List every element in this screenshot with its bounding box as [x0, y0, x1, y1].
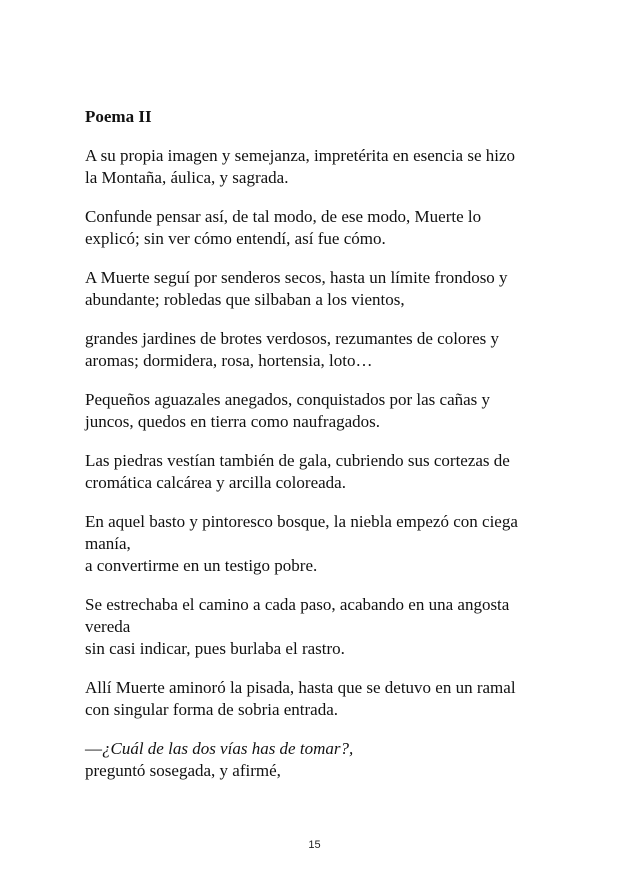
poem-title: Poema II — [85, 107, 152, 126]
stanza — [85, 145, 545, 189]
poem-body — [85, 106, 545, 799]
verse-line: preguntó sosegada, y afirmé, — [85, 761, 281, 780]
stanza — [85, 328, 545, 372]
verse-line: Pequeños aguazales anegados, conquistados por las cañas y — [85, 390, 491, 409]
stanza — [85, 511, 545, 577]
verse-line: sin casi indicar, pues burlaba el rastro. — [85, 639, 345, 658]
verse-line: con singular forma de sobria entrada. — [85, 700, 339, 719]
verse-line: juncos, quedos en tierra como naufragados. — [85, 412, 381, 431]
verse-line: aromas; dormidera, rosa, hortensia, loto… — [85, 351, 373, 370]
em-dash: — — [85, 739, 102, 758]
stanza — [85, 677, 545, 721]
dialogue-line — [85, 738, 545, 760]
verse-line: vereda — [85, 617, 131, 636]
verse-line: En aquel basto y pintoresco bosque, la niebla empezó con ciega — [85, 512, 518, 531]
stanza — [85, 738, 545, 782]
verse-line: Allí Muerte aminoró la pisada, hasta que se detuvo en un ramal — [85, 678, 516, 697]
stanza — [85, 389, 545, 433]
verse-line: Se estrechaba el camino a cada paso, acabando en una angosta — [85, 595, 510, 614]
verse-line: a convertirme en un testigo pobre. — [85, 556, 318, 575]
verse-line: grandes jardines de brotes verdosos, rezumantes de colores y — [85, 329, 500, 348]
verse-line: cromática calcárea y arcilla coloreada. — [85, 473, 346, 492]
stanza — [85, 206, 545, 250]
verse-line: explicó; sin ver cómo entendí, así fue cómo. — [85, 229, 386, 248]
stanza — [85, 594, 545, 660]
page-number: 15 — [308, 839, 321, 851]
verse-line: abundante; robledas que silbaban a los vientos, — [85, 290, 405, 309]
verse-line: la Montaña, áulica, y sagrada. — [85, 168, 289, 187]
dialogue-question: ¿Cuál de las dos vías has de tomar?, — [102, 739, 354, 758]
verse-line: Las piedras vestían también de gala, cubriendo sus cortezas de — [85, 451, 510, 470]
verse-line: A su propia imagen y semejanza, impretérita en esencia se hizo — [85, 146, 516, 165]
stanza — [85, 450, 545, 494]
verse-line: Confunde pensar así, de tal modo, de ese modo, Muerte lo — [85, 207, 482, 226]
stanza — [85, 267, 545, 311]
verse-line: manía, — [85, 534, 131, 553]
verse-line: A Muerte seguí por senderos secos, hasta un límite frondoso y — [85, 268, 508, 287]
